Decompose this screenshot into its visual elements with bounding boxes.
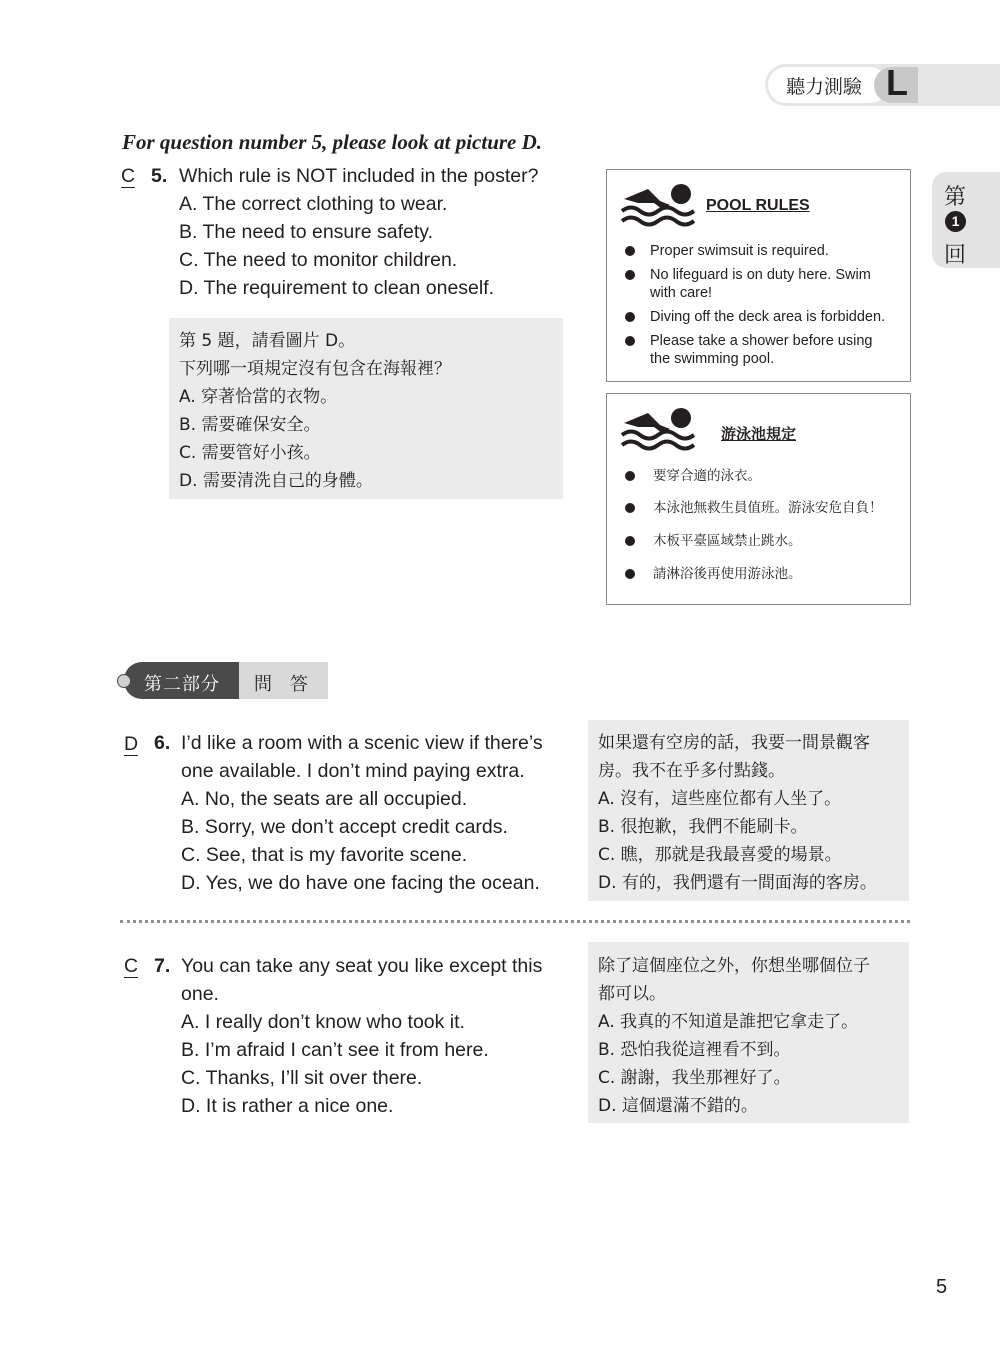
header-tab-label: 聽力測驗 (786, 76, 863, 98)
q6-option: C. See, that is my favorite scene. (181, 844, 468, 866)
poster-en-title: POOL RULES (706, 197, 810, 214)
side-tab-top: 第 (944, 185, 967, 210)
q6-translation-line: B. 很抱歉，我們不能刷卡。 (598, 817, 808, 837)
q7-translation-line: B. 恐怕我從這裡看不到。 (598, 1040, 791, 1060)
q5-option: D. The requirement to clean oneself. (179, 277, 495, 299)
q5-translation-line: 下列哪一項規定沒有包含在海報裡？ (179, 359, 451, 379)
q7-question-line: one. (181, 983, 219, 1005)
poster-en-rule: Diving off the deck area is forbidden. (650, 309, 886, 325)
q5-translation-line: B. 需要確保安全。 (179, 415, 321, 435)
q6-translation-line: 如果還有空房的話，我要一間景觀客 (598, 733, 870, 753)
bullet-icon (625, 471, 635, 481)
bullet-icon (625, 503, 635, 513)
q7-translation-line: 除了這個座位之外，你想坐哪個位子 (598, 956, 870, 976)
poster-zh-rule: 請淋浴後再使用游泳池。 (653, 566, 802, 582)
q5-option: C. The need to monitor children. (179, 249, 458, 271)
q7-option: A. I really don’t know who took it. (181, 1011, 465, 1033)
poster-en-rule: Please take a shower before using (650, 333, 873, 349)
q5-number: 5. (151, 165, 168, 187)
side-tab-number: 1 (945, 211, 966, 232)
poster-en-rule: No lifeguard is on duty here. Swim (650, 267, 871, 283)
poster-zh-title: 游泳池規定 (721, 425, 797, 443)
q7-question-line: You can take any seat you like except this (181, 955, 543, 977)
q6-question-line: one available. I don’t mind paying extra. (181, 760, 525, 782)
q6-translation-line: 房。我不在乎多付點錢。 (598, 761, 785, 781)
poster-zh-rule: 要穿合適的泳衣。 (653, 468, 761, 484)
swimmer-icon (618, 405, 696, 455)
q7-translation-line: D. 這個還滿不錯的。 (598, 1096, 758, 1116)
poster-zh-rule: 木板平臺區域禁止跳水。 (653, 533, 802, 549)
q6-number: 6. (154, 732, 171, 754)
header-tab-letter: L (886, 62, 908, 103)
q7-option: B. I’m afraid I can’t see it from here. (181, 1039, 489, 1061)
q6-question-line: I’d like a room with a scenic view if there’s (181, 732, 543, 754)
swimmer-icon (618, 181, 696, 231)
section-title: 問 答 (254, 674, 308, 695)
poster-en-rule: with care! (650, 285, 713, 301)
q7-number: 7. (154, 955, 171, 977)
poster-zh-rule: 本泳池無救生員值班。游泳安危自負！ (653, 500, 883, 516)
q5-translation-line: A. 穿著恰當的衣物。 (179, 387, 338, 407)
bullet-icon (625, 336, 635, 346)
q6-translation-line: D. 有的，我們還有一間面海的客房。 (598, 873, 877, 893)
q6-option: D. Yes, we do have one facing the ocean. (181, 872, 540, 894)
q5-translation-line: D. 需要清洗自己的身體。 (179, 471, 373, 491)
q7-translation-line: A. 我真的不知道是誰把它拿走了。 (598, 1012, 859, 1032)
q5-answer: C (121, 165, 136, 187)
q6-option: B. Sorry, we don’t accept credit cards. (181, 816, 508, 838)
instruction: For question number 5, please look at picture D. (122, 130, 543, 154)
q5-option: B. The need to ensure safety. (179, 221, 434, 243)
q5-translation-line: C. 需要管好小孩。 (179, 443, 321, 463)
bullet-icon (625, 536, 635, 546)
q5-translation-line: 第 5 題，請看圖片 D。 (179, 331, 356, 351)
poster-en-rule: the swimming pool. (650, 351, 775, 367)
q6-option: A. No, the seats are all occupied. (181, 788, 468, 810)
q7-translation-line: 都可以。 (598, 984, 666, 1004)
bullet-icon (625, 270, 635, 280)
q7-answer: C (124, 955, 139, 977)
section-label: 第二部分 (144, 674, 220, 695)
page-number: 5 (936, 1276, 948, 1298)
q7-option: C. Thanks, I’ll sit over there. (181, 1067, 423, 1089)
bullet-icon (625, 569, 635, 579)
side-tab-bottom: 回 (944, 243, 967, 268)
q5-question: Which rule is NOT included in the poster? (179, 165, 539, 187)
dotted-divider (120, 920, 910, 923)
q7-translation-line: C. 謝謝，我坐那裡好了。 (598, 1068, 791, 1088)
section-dot-icon (117, 674, 131, 688)
q6-answer: D (124, 733, 139, 755)
bullet-icon (625, 246, 635, 256)
bullet-icon (625, 312, 635, 322)
q5-option: A. The correct clothing to wear. (179, 193, 448, 215)
q6-translation-line: C. 瞧，那就是我最喜愛的場景。 (598, 845, 842, 865)
poster-en-rule: Proper swimsuit is required. (650, 243, 829, 259)
q7-option: D. It is rather a nice one. (181, 1095, 394, 1117)
q6-translation-line: A. 沒有，這些座位都有人坐了。 (598, 789, 842, 809)
